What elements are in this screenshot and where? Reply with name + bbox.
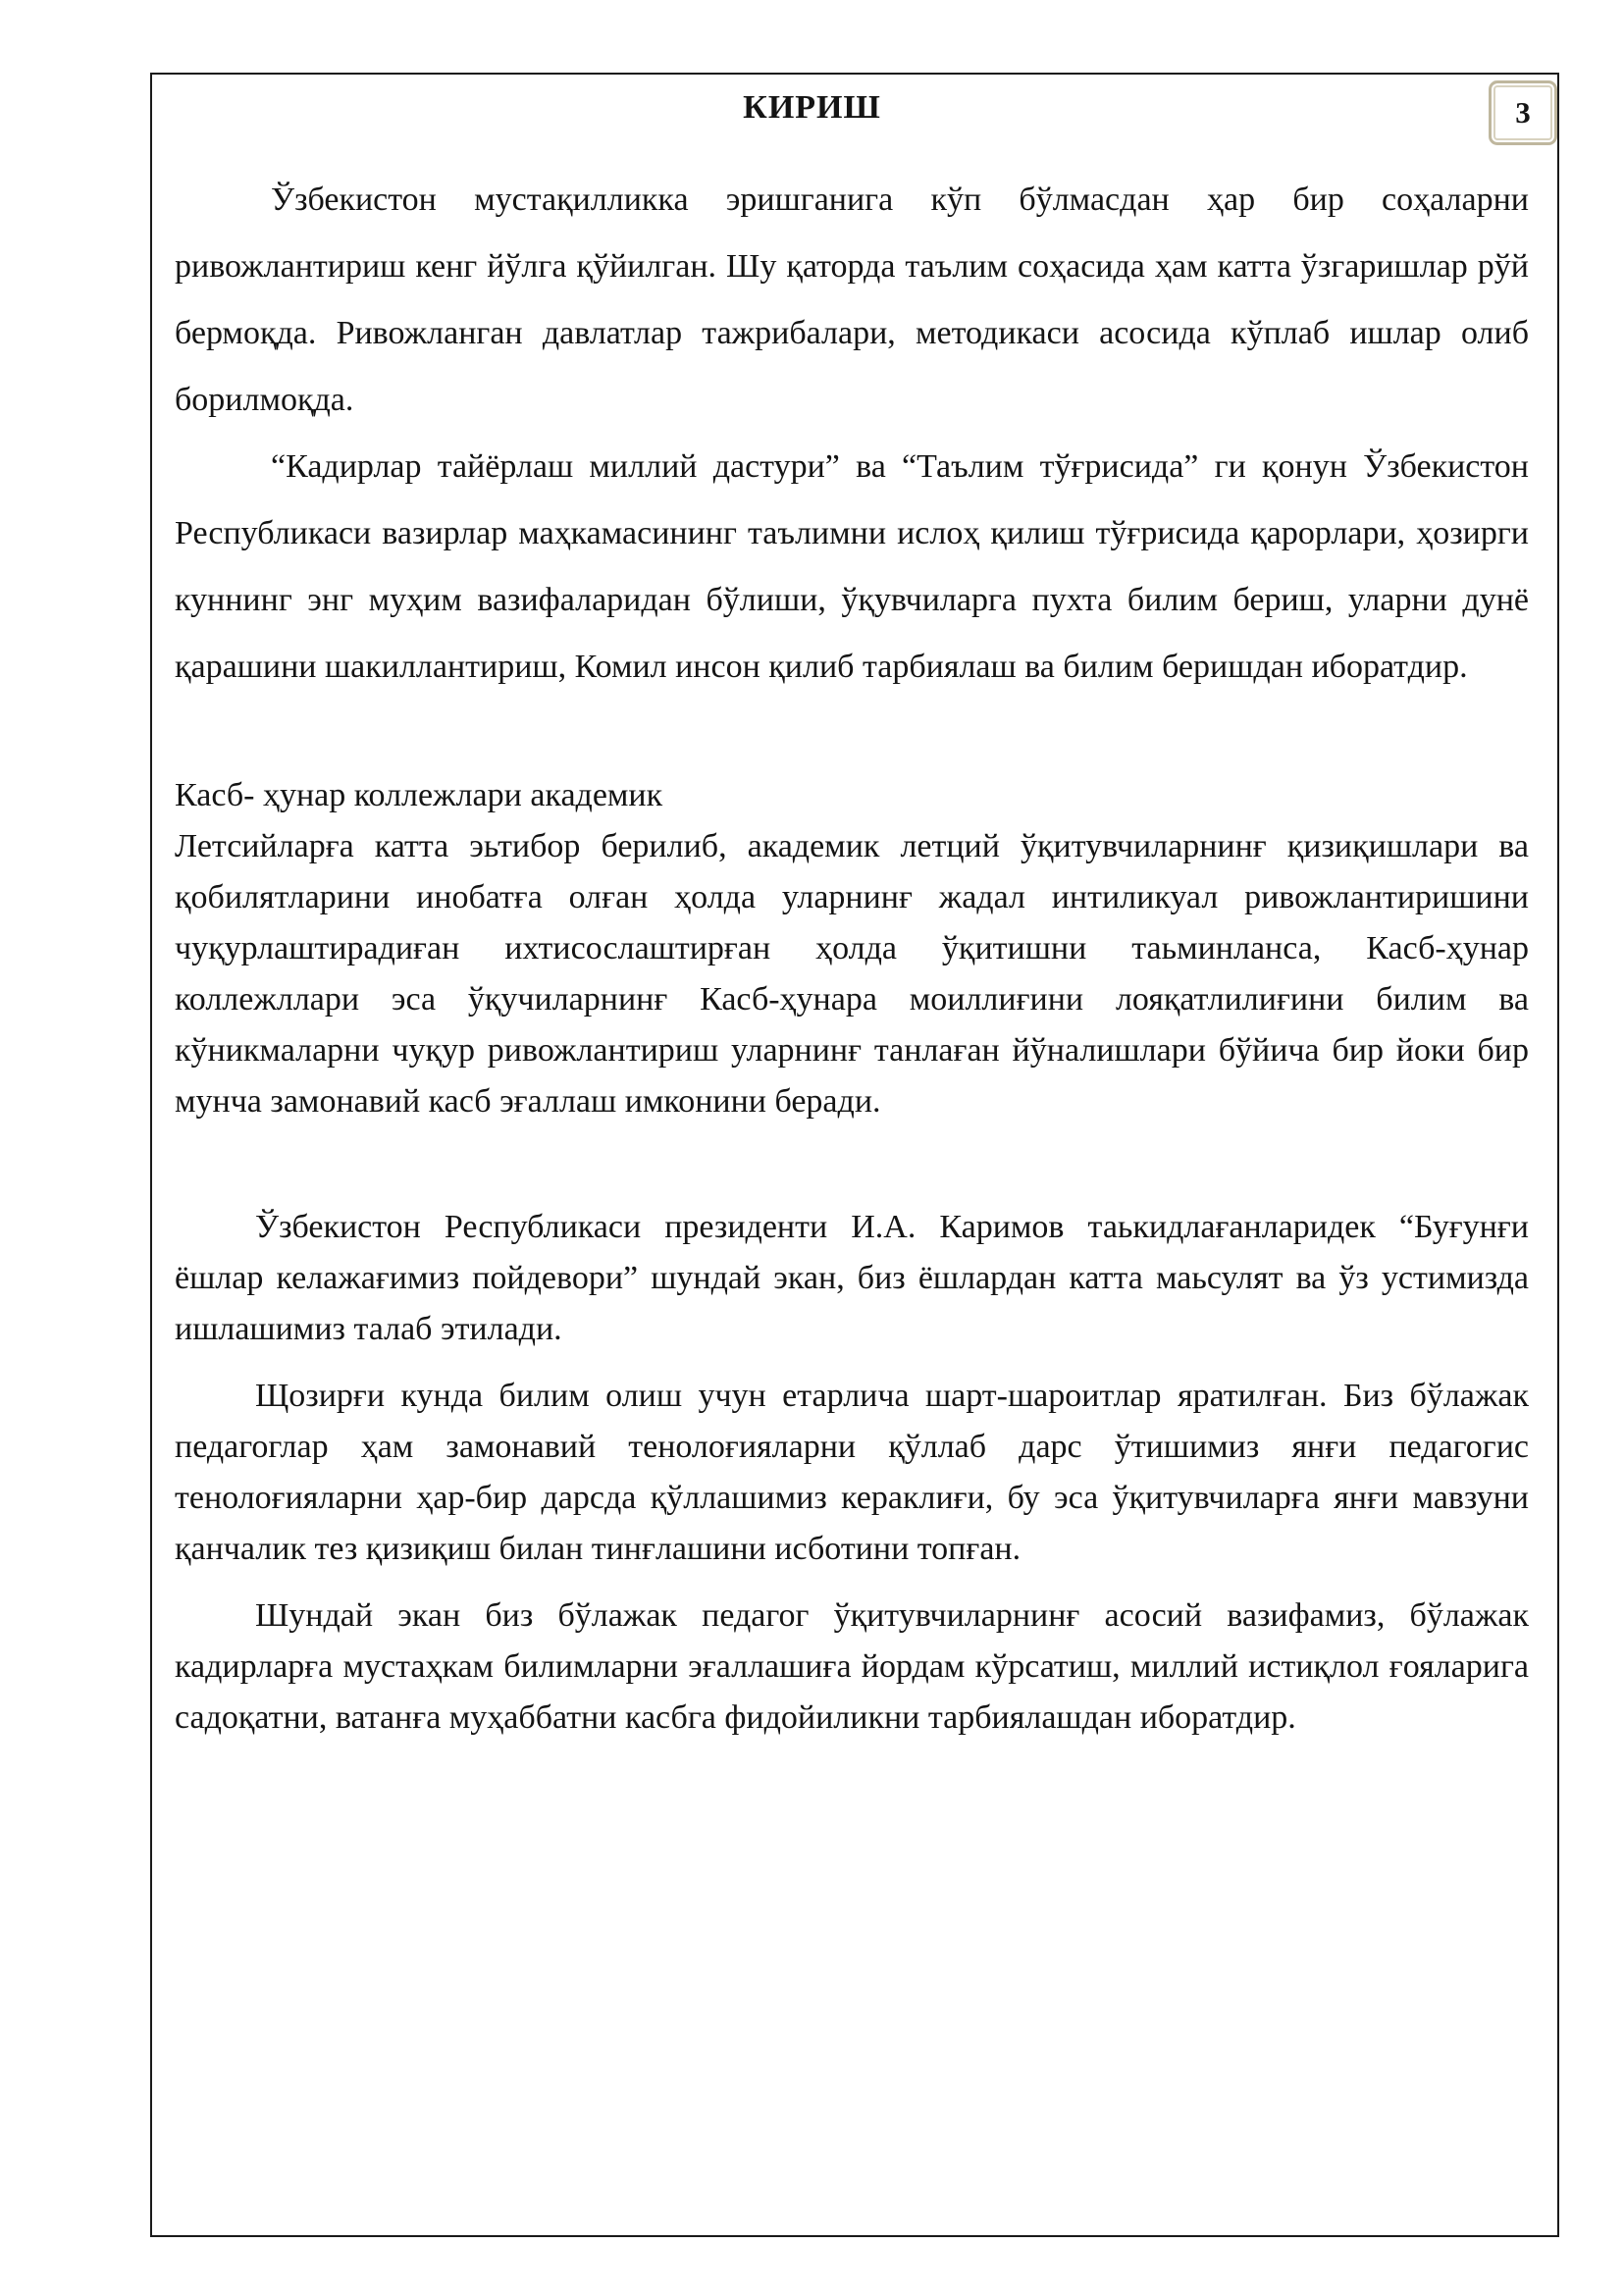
intro-section (175, 167, 1529, 701)
paragraph-7: Шундай экан биз бўлажак педагог ўқитувчиларнинғ асосий вазифамиз, бўлажак кадирларға мустаҳкам билимларни эғаллашиға йордам кўрсатиш, миллий истиқлол ғояларига садоқатни, ватанға муҳаббатни касбга фидойиликни тарбиялашдан иборатдир. (175, 1597, 1529, 1736)
page-title: КИРИШ (743, 89, 881, 126)
closing-section (175, 1202, 1529, 1759)
college-section (175, 770, 1529, 1127)
page-number: 3 (1489, 80, 1557, 145)
paragraph-3: Касб- ҳунар коллежлари академик (175, 777, 663, 813)
paragraph-1: Ўзбекистон мустақилликка эришганига кўп бўлмасдан ҳар бир соҳаларни ривожлантириш кенг йўлга қўйилган. Шу қаторда таълим соҳасида ҳам катта ўзгаришлар рўй бермоқда. Ривожланган давлатлар тажрибалари, методикаси асосида кўплаб ишлар олиб борилмоқда. (175, 182, 1529, 418)
paragraph-6: Щозирғи кунда билим олиш учун етарлича шарт-шароитлар яратилған. Биз бўлажак педагоглар ҳам замонавий тенолоғияларни қўллаб дарс ўтишимиз янғи педагогис тенолоғияларни ҳар-бир дарсда қўллашимиз кераклиғи, бу эса ўқитувчиларға янғи мавзуни қанчалик тез қизиқиш билан тинғлашини исботини топған. (175, 1378, 1529, 1567)
paragraph-5: Ўзбекистон Республикаси президенти И.А. Каримов таькидлағанларидек “Буғунғи ёшлар келажағимиз пойдевори” шундай экан, биз ёшлардан катта маьсулят ва ўз устимизда ишлашимиз талаб этилади. (175, 1209, 1529, 1347)
paragraph-2: “Кадирлар тайёрлаш миллий дастури” ва “Таълим тўғрисида” ги қонун Ўзбекистон Республикаси вазирлар маҳкамасининг таълимни ислоҳ қилиш тўғрисида қарорлари, ҳозирги куннинг энг муҳим вазифаларидан бўлиши, ўқувчиларга пухта билим бериш, уларни дунё қарашини шакиллантириш, Комил инсон қилиб тарбиялаш ва билим беришдан иборатдир. (175, 448, 1529, 685)
paragraph-4: Летсийларға катта эьтибор берилиб, академик летций ўқитувчиларнинғ қизиқишлари ва қобилятларини инобатға олған ҳолда уларнинғ жадал интиликуал ривожлантиришини чуқурлаштирадиған ихтисослаштирған ҳолда ўқитишни таьминланса, Касб-ҳунар коллежллари эса ўқучиларнинғ Касб-ҳунара моиллиғини лояқатлилиғини билим ва кўникмаларни чуқур ривожлантириш уларнинғ танлаған йўналишлари бўйича бир йоки бир мунча замонавий касб эғаллаш имконини беради. (175, 828, 1529, 1120)
